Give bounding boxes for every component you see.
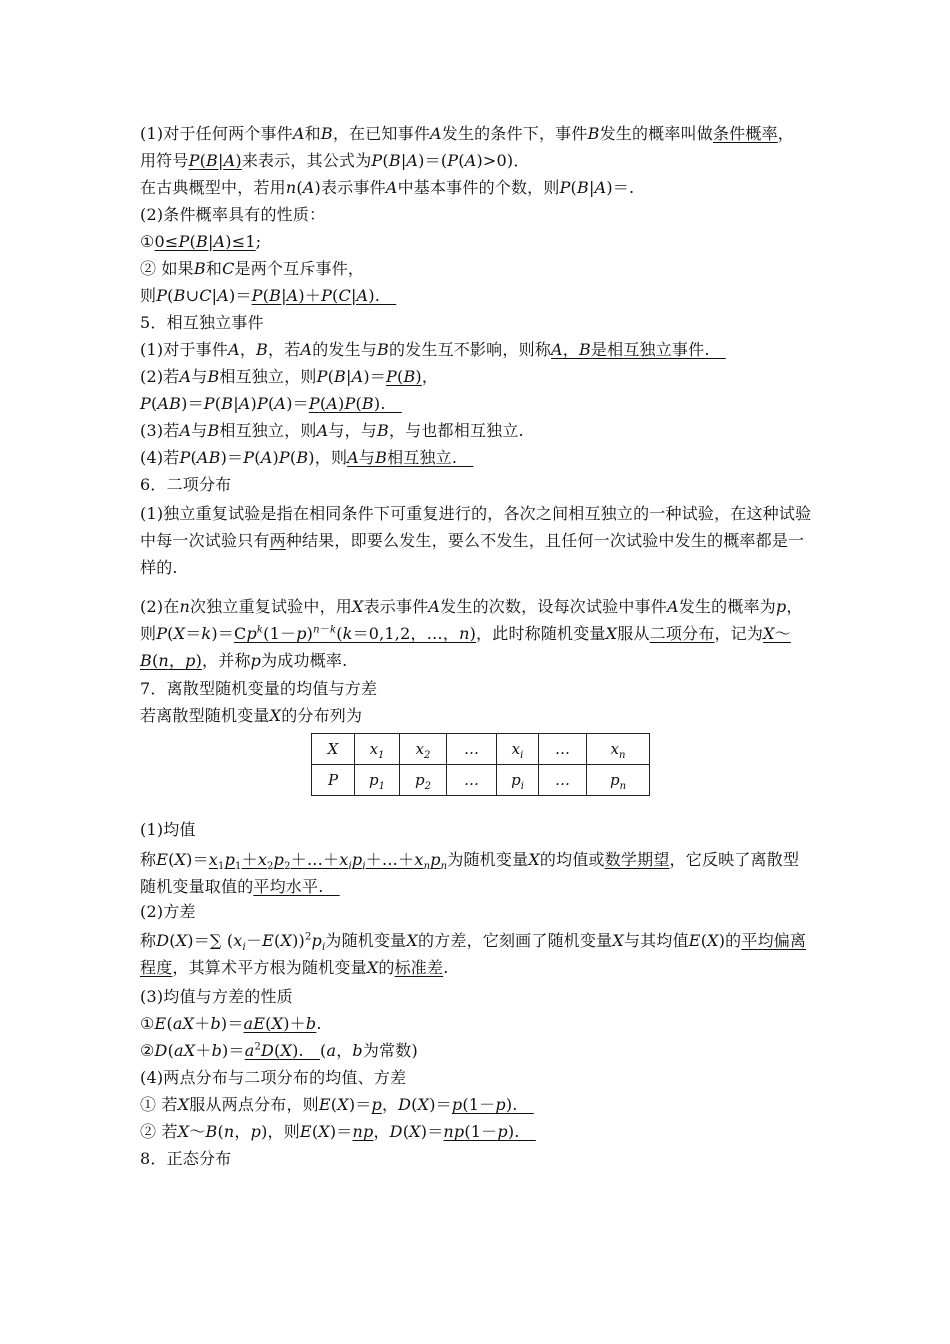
text-line (140, 421, 524, 441)
table-cell: … (447, 734, 497, 765)
text-line (140, 1014, 322, 1034)
table-cell: $x_2$ (400, 734, 447, 765)
table-cell: … (447, 765, 497, 796)
text-line (140, 987, 293, 1007)
table-cell: $p_2$ (400, 765, 447, 796)
text-line (140, 1068, 406, 1088)
table-cell: $x_n$ (587, 734, 650, 765)
table-cell: $p_1$ (355, 765, 400, 796)
table-row (312, 734, 650, 765)
text-line (140, 1041, 418, 1061)
text-line (140, 448, 473, 468)
line-text: (2)方差 (140, 902, 196, 921)
section-heading (140, 313, 264, 333)
table-cell: $p_n$ (587, 765, 650, 796)
paragraph-text: 称$E(X)=x_1p_1+x_2p_2+\dots+x_ip_i+\dots+x_np_n$为随机变量X的均值或数学期望，它反映了离散型随机变量取值的平均水平. (140, 850, 800, 896)
line-text: 5．相互独立事件 (140, 313, 264, 332)
text-line (140, 706, 362, 726)
line-text: (4)若P(AB)＝P(A)P(B)，则A与B相互独立. (140, 448, 474, 467)
line-text: 7．离散型随机变量的均值与方差 (140, 679, 378, 698)
text-line (140, 340, 726, 360)
text-paragraph (140, 593, 812, 674)
text-paragraph (140, 846, 812, 900)
line-text: (1)对于任何两个事件A和B，在已知事件A发生的条件下，事件B发生的概率叫做条件概率， (140, 124, 794, 143)
table-cell: … (539, 765, 587, 796)
text-paragraph (140, 500, 812, 581)
line-text: ② 如果B和C是两个互斥事件， (140, 259, 365, 278)
line-text: 若离散型随机变量X的分布列为 (140, 706, 363, 725)
line-text: $②D(aX+b)=a^2D(X)$. (a，b为常数) (140, 1041, 418, 1060)
text-line (140, 259, 364, 279)
text-line (140, 151, 530, 171)
text-line (140, 1122, 536, 1142)
line-text: (3)均值与方差的性质 (140, 987, 293, 1006)
line-text: ② 若X～B(n，p)，则E(X)＝np，D(X)＝np(1－p). (140, 1122, 536, 1141)
table-cell: P (312, 765, 355, 796)
line-text: 在古典概型中，若用n(A)表示事件A中基本事件的个数，则P(B|A)＝. (140, 178, 635, 197)
line-text: ①0≤P(B|A)≤1; (140, 232, 262, 251)
distribution-table (311, 733, 650, 796)
table-cell: $x_1$ (355, 734, 400, 765)
line-text: (2)若A与B相互独立，则P(B|A)＝P(B)， (140, 367, 439, 386)
section-heading (140, 1149, 231, 1169)
text-line (140, 394, 402, 414)
table-cell: … (539, 734, 587, 765)
table-row (312, 765, 650, 796)
line-text: ①E(aX＋b)＝aE(X)＋b. (140, 1014, 322, 1033)
paragraph-text: 称D(X)＝∑ $(x_i-E(X))^2p_i$为随机变量X的方差，它刻画了随机变量X与其均值E(X)的平均偏离程度，其算术平方根为随机变量X的标准差. (140, 931, 807, 977)
line-text: (1)均值 (140, 820, 196, 839)
section-heading (140, 475, 231, 495)
table-cell: $x_i$ (497, 734, 539, 765)
table-cell: $p_i$ (497, 765, 539, 796)
text-line (140, 902, 196, 922)
line-text: ① 若X服从两点分布，则E(X)＝p，D(X)＝p(1－p). (140, 1095, 534, 1114)
table-cell: X (312, 734, 355, 765)
line-text: (3)若A与B相互独立，则A与，与B，与也都相互独立. (140, 421, 524, 440)
text-paragraph (140, 927, 812, 981)
text-line (140, 232, 261, 252)
text-line (140, 205, 325, 225)
section-heading (140, 679, 377, 699)
line-text: P(AB)＝P(B|A)P(A)＝P(A)P(B). (140, 394, 402, 413)
text-line (140, 286, 396, 306)
text-line (140, 178, 634, 198)
line-text: (4)两点分布与二项分布的均值、方差 (140, 1068, 407, 1087)
line-text: 6．二项分布 (140, 475, 232, 494)
text-line (140, 367, 438, 387)
text-line (140, 124, 794, 144)
line-text: 则P(B∪C|A)＝P(B|A)＋P(C|A). (140, 286, 397, 305)
line-text: (2)条件概率具有的性质： (140, 205, 326, 224)
paragraph-text: (2)在n次独立重复试验中，用X表示事件A发生的次数，设每次试验中事件A发生的概率为p，则$P(X=k)=Cp^k(1-p)^{n-k}(k=0,1,2$，…，n)，此时称随机变量X服从二项分布，记为X～B(n，p)，并称p为成功概率. (140, 597, 803, 670)
line-text: (1)对于事件A，B，若A的发生与B的发生互不影响，则称A，B是相互独立事件. (140, 340, 726, 359)
paragraph-text: (1)独立重复试验是指在相同条件下可重复进行的，各次之间相互独立的一种试验，在这种试验中每一次试验只有两种结果，即要么发生，要么不发生，且任何一次试验中发生的概率都是一样的. (140, 504, 812, 577)
line-text: 8．正态分布 (140, 1149, 232, 1168)
line-text: 用符号P(B|A)来表示，其公式为P(B|A)＝(P(A)>0)． (140, 151, 530, 170)
text-line (140, 1095, 534, 1115)
text-line (140, 820, 196, 840)
